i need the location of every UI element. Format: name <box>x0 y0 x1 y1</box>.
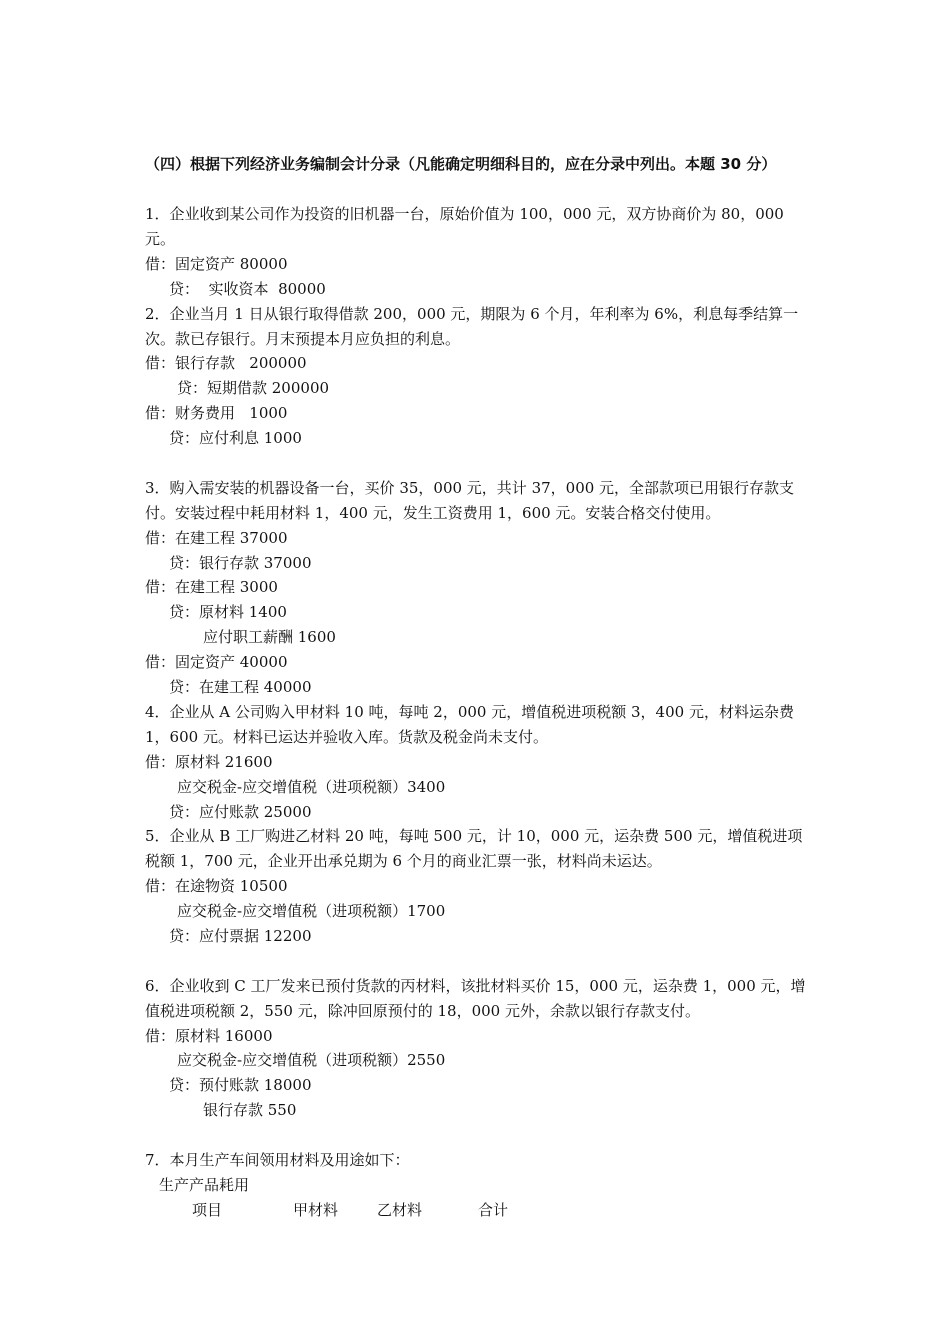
q7-col-material-a: 甲材料 <box>293 1200 339 1219</box>
section-heading: （四）根据下列经济业务编制会计分录（凡能确定明细科目的，应在分录中列出。本题 30 分） <box>145 155 777 173</box>
question-6: 6．企业收到 C 工厂发来已预付货款的丙材料，该批材料买价 15，000 元，运杂费 1，000 元，增值税进项税额 2，550 元，除冲回原预付的 18，000 元外，余款以银行存款支付。 <box>145 976 806 1020</box>
q2-entry-debit-1: 借：银行存款 200000 <box>145 354 307 373</box>
question-4: 4．企业从 A 公司购入甲材料 10 吨，每吨 2，000 元，增值税进项税额 3，400 元，材料运杂费 1，600 元。材料已运达并验收入库。货款及税金尚未支付。 <box>145 702 794 746</box>
question-2: 2．企业当月 1 日从银行取得借款 200，000 元，期限为 6 个月，年利率为 6%，利息每季结算一次。款已存银行。月末预提本月应负担的利息。 <box>145 304 799 348</box>
question-5: 5．企业从 B 工厂购进乙材料 20 吨，每吨 500 元，计 10，000 元，运杂费 500 元，增值税进项税额 1，700 元，企业开出承兑期为 6 个月的商业汇票一张，材料尚未运达。 <box>145 827 803 871</box>
q3-entry-credit-1: 贷：银行存款 37000 <box>169 553 312 572</box>
q1-entry-credit: 贷： 实收资本 80000 <box>169 279 326 298</box>
q6-entry-credit-1: 贷：预付账款 18000 <box>169 1076 312 1095</box>
q7-col-material-b: 乙材料 <box>377 1200 423 1219</box>
q5-entry-debit-1: 借：在途物资 10500 <box>145 877 288 896</box>
q3-entry-credit-2: 贷：原材料 1400 <box>169 603 287 622</box>
q2-entry-debit-2: 借：财务费用 1000 <box>145 404 288 423</box>
q7-subheading: 生产产品耗用 <box>159 1175 250 1194</box>
question-3: 3．购入需安装的机器设备一台，买价 35，000 元，共计 37，000 元，全部款项已用银行存款支付。安装过程中耗用材料 1，400 元，发生工资费用 1，600 元。安装合格交付使用。 <box>145 478 795 522</box>
document-body <box>145 202 810 1223</box>
q2-entry-credit-2: 贷：应付利息 1000 <box>169 429 302 448</box>
question-1: 1．企业收到某公司作为投资的旧机器一台，原始价值为 100，000 元，双方协商价为 80，000 元。 <box>145 205 784 248</box>
q2-entry-credit-1: 贷：短期借款 200000 <box>177 379 330 398</box>
q5-entry-debit-2: 应交税金-应交增值税（进项税额）1700 <box>177 902 446 921</box>
q3-entry-debit-3: 借：固定资产 40000 <box>145 653 288 672</box>
q1-entry-debit: 借：固定资产 80000 <box>145 254 288 273</box>
spacer <box>145 1123 810 1148</box>
q6-entry-debit-1: 借：原材料 16000 <box>145 1026 273 1045</box>
q4-entry-credit: 贷：应付账款 25000 <box>169 802 312 821</box>
q3-entry-debit-1: 借：在建工程 37000 <box>145 528 288 547</box>
q6-entry-debit-2: 应交税金-应交增值税（进项税额）2550 <box>177 1051 446 1070</box>
q4-entry-debit-2: 应交税金-应交增值税（进项税额）3400 <box>177 777 446 796</box>
q4-entry-debit-1: 借：原材料 21600 <box>145 752 273 771</box>
q6-entry-credit-2: 银行存款 550 <box>203 1101 297 1120</box>
q3-entry-debit-2: 借：在建工程 3000 <box>145 578 278 597</box>
q3-entry-credit-3: 应付职工薪酬 1600 <box>203 628 336 647</box>
q5-entry-credit: 贷：应付票据 12200 <box>169 926 312 945</box>
q3-entry-credit-4: 贷：在建工程 40000 <box>169 678 312 697</box>
q7-col-item: 项目 <box>192 1200 223 1219</box>
spacer <box>145 451 810 476</box>
spacer <box>145 949 810 974</box>
question-7: 7．本月生产车间领用材料及用途如下： <box>145 1151 410 1170</box>
q7-table-header <box>145 1198 810 1223</box>
q7-col-total: 合计 <box>478 1200 509 1219</box>
